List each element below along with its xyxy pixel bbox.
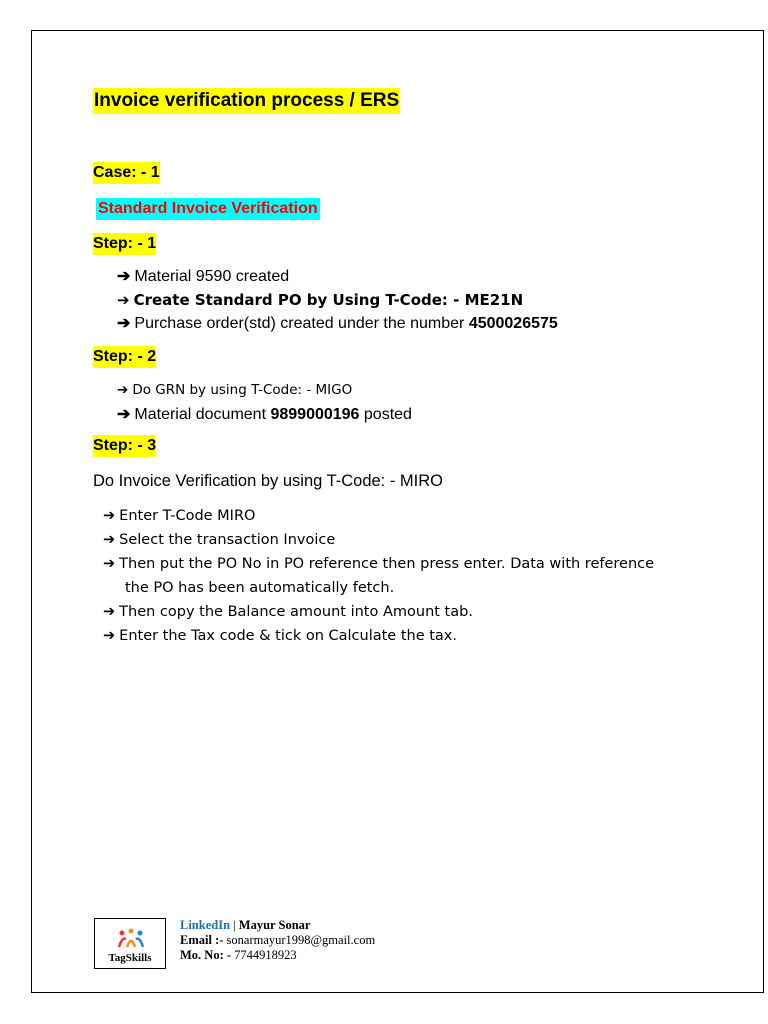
step1-heading: Step: - 1 <box>93 233 156 255</box>
arrow-icon: ➔ <box>103 556 116 572</box>
step3-list <box>103 504 654 648</box>
linkedin-link[interactable]: LinkedIn <box>180 918 231 932</box>
linkedin-line: LinkedIn | Mayur Sonar <box>180 918 311 932</box>
arrow-icon: ➔ <box>103 532 116 548</box>
arrow-icon: ➔ <box>103 628 116 644</box>
people-icon <box>117 927 145 949</box>
author-name: Mayur Sonar <box>238 918 311 932</box>
arrow-icon: ➔ <box>117 382 129 398</box>
arrow-icon: ➔ <box>117 315 131 332</box>
arrow-icon: ➔ <box>117 290 130 309</box>
step3-heading: Step: - 3 <box>93 435 156 457</box>
arrow-icon: ➔ <box>103 604 116 620</box>
phone-line: Mo. No: - 7744918923 <box>180 948 297 962</box>
step3-intro: Do Invoice Verification by using T-Code: - MIRO <box>93 472 444 490</box>
list-item: ➔ Select the transaction Invoice <box>103 528 654 552</box>
phone-value: 7744918923 <box>234 948 297 962</box>
list-item: ➔ Enter T-Code MIRO <box>103 504 654 528</box>
list-item: ➔ Then copy the Balance amount into Amount tab. <box>103 600 654 624</box>
step1-list <box>117 265 558 336</box>
arrow-icon: ➔ <box>117 405 131 423</box>
list-item: ➔ Do GRN by using T-Code: - MIGO <box>117 379 412 403</box>
arrow-icon: ➔ <box>117 268 131 285</box>
arrow-icon: ➔ <box>103 508 116 524</box>
email-line: Email :- sonarmayur1998@gmail.com <box>180 933 376 947</box>
step2-heading: Step: - 2 <box>93 346 156 368</box>
case-heading: Case: - 1 <box>93 162 160 184</box>
list-item: ➔ Material document 9899000196 posted <box>117 403 412 427</box>
list-item: ➔ Create Standard PO by Using T-Code: - ME21N <box>117 289 558 313</box>
contact-info <box>180 918 375 963</box>
step2-list <box>117 379 412 426</box>
subcase-heading: Standard Invoice Verification <box>96 198 320 220</box>
po-number: 4500026575 <box>468 315 558 332</box>
list-item: ➔ Purchase order(std) created under the number 4500026575 <box>117 312 558 336</box>
logo-text: TagSkills <box>108 952 152 964</box>
list-item: ➔ Material 9590 created <box>117 265 558 289</box>
email-value: sonarmayur1998@gmail.com <box>226 933 376 947</box>
list-item-continuation: the PO has been automatically fetch. <box>125 580 395 596</box>
list-item: ➔ Enter the Tax code & tick on Calculate the tax. <box>103 624 654 648</box>
material-doc-number: 9899000196 <box>270 405 360 423</box>
document-title: Invoice verification process / ERS <box>93 88 400 114</box>
list-item: ➔ Then put the PO No in PO reference then press enter. Data with reference <box>103 552 654 576</box>
tagskills-logo <box>94 918 166 969</box>
